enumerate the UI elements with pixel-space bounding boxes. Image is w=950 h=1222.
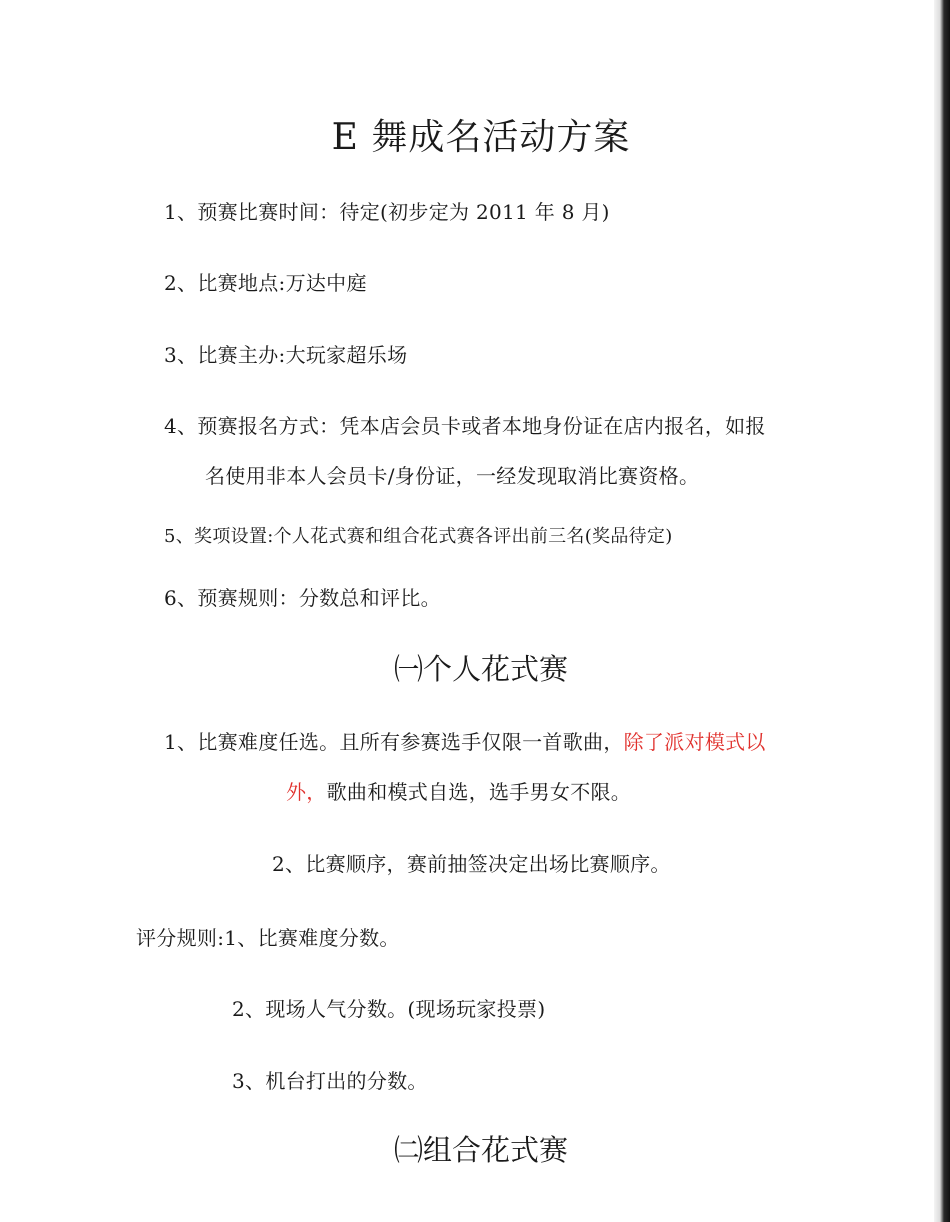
item-awards: 5、奖项设置:个人花式赛和组合花式赛各评出前三名(奖品待定) (164, 526, 673, 547)
rule-difficulty-highlight-end: 外， (286, 780, 327, 804)
rule-difficulty-continued (286, 779, 631, 805)
rule-order: 2、比赛顺序，赛前抽签决定出场比赛顺序。 (272, 852, 671, 876)
scoring-rule-2: 2、现场人气分数。(现场玩家投票) (232, 997, 546, 1021)
section-heading-individual: ㈠个人花式赛 (393, 652, 568, 686)
document-title: E 舞成名活动方案 (331, 117, 631, 158)
rule-difficulty-text: 1、比赛难度任选。且所有参赛选手仅限一首歌曲， (164, 730, 624, 754)
item-organizer: 3、比赛主办:大玩家超乐场 (164, 343, 408, 367)
page-edge-shadow (934, 0, 950, 1222)
item-venue: 2、比赛地点:万达中庭 (164, 271, 367, 295)
rule-difficulty-text-end: 歌曲和模式自选，选手男女不限。 (326, 780, 632, 804)
item-registration-continued: 名使用非本人会员卡/身份证，一经发现取消比赛资格。 (205, 464, 700, 488)
item-preliminary-rules: 6、预赛规则：分数总和评比。 (164, 586, 441, 610)
item-registration: 4、预赛报名方式：凭本店会员卡或者本地身份证在店内报名，如报 (164, 414, 766, 438)
rule-difficulty-highlight: 除了派对模式以 (623, 730, 766, 754)
section-heading-group: ㈡组合花式赛 (393, 1133, 568, 1167)
scoring-rule-1: 评分规则:1、比赛难度分数。 (136, 926, 400, 950)
item-schedule: 1、预赛比赛时间：待定(初步定为 2011 年 8 月) (164, 200, 610, 224)
rule-difficulty (164, 729, 766, 755)
scoring-rule-3: 3、机台打出的分数。 (232, 1069, 428, 1093)
